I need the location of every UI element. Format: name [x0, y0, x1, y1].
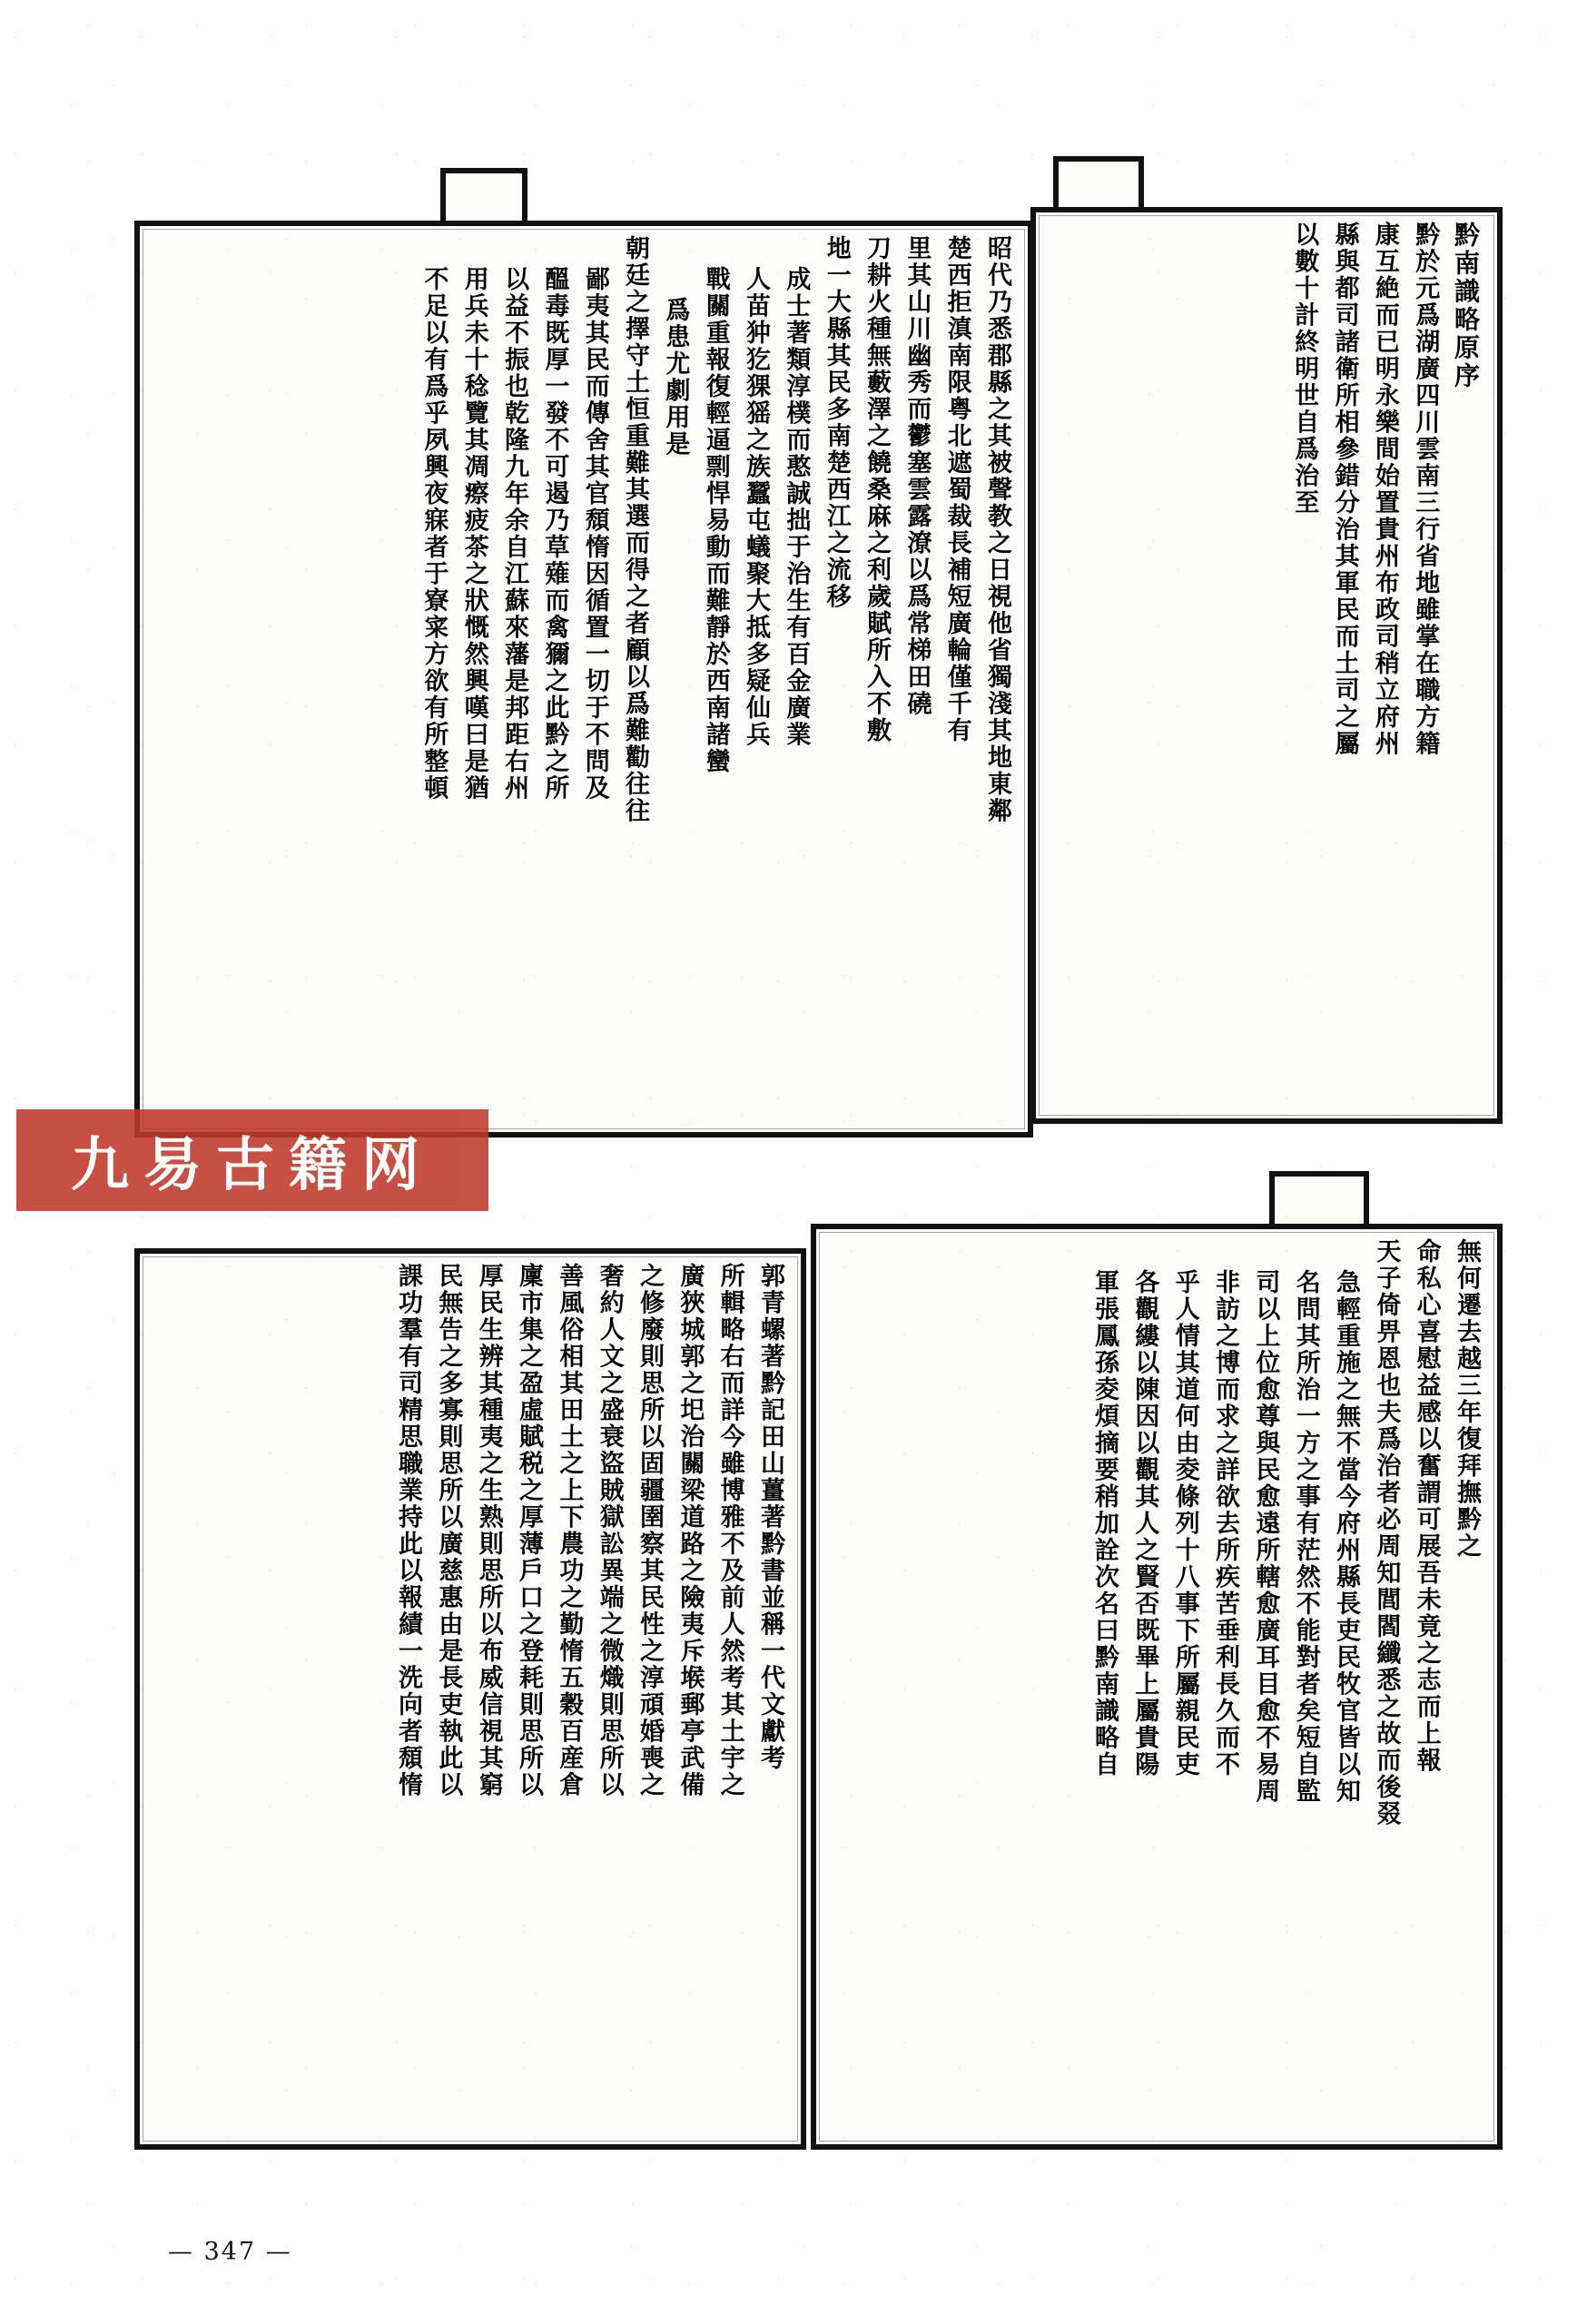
column-text: 命私心喜慰益感以奮謂可展吾未竟之志而上報 [1412, 1238, 1441, 1774]
column-text: 地一大縣其民多南楚西江之流移 [822, 235, 851, 610]
page-number: — 347 — [168, 2238, 292, 2266]
column-text: 天子倚畀恩也夫爲治者必周知閭閻纖悉之故而後叕 [1372, 1238, 1401, 1827]
column-text: 戰關重報復輕逼剽悍易動而難靜於西南諸蠻 [701, 266, 730, 775]
block-ear-top-right [1053, 156, 1144, 211]
columns-bottom-left [151, 1263, 790, 2135]
column-text: 乎人情其道何由夌條列十八事下所屬親民吏 [1170, 1269, 1199, 1778]
column-text: 縣與都司諸衛所相參錯分治其軍民而土司之屬 [1330, 222, 1359, 757]
columns-bottom-right [827, 1238, 1486, 2135]
text-block-top-left [134, 221, 1033, 1137]
column-text: 之修廢則思所以固疆圉察其民性之淳頑婚喪之 [636, 1263, 665, 1798]
text-block-bottom-right [811, 1224, 1503, 2150]
column-text: 不足以有爲乎夙興夜寐者于寮寀方欲有所整頓 [419, 266, 448, 802]
column-text: 廣狹城郭之圯治關梁道路之險夷斥堠郵亭武備 [675, 1263, 705, 1798]
column-text: 成士著類淳樸而憨誠拙于治生有百金廣業 [782, 266, 811, 748]
column-text: 楚西拒滇南限粤北遮蜀裁長補短廣輪僅千有 [942, 235, 971, 744]
column-text: 名問其所治一方之事有茫然不能對者矣短自監 [1291, 1269, 1320, 1805]
column-text: 鄙夷其民而傳舍其官頹惰因循置一切于不問及 [580, 266, 609, 802]
column-text: 爲患尤劇用是 [661, 297, 690, 458]
column-text: 厚民生辨其種夷之生熟則思所以布威信視其窮 [474, 1263, 503, 1798]
column-text: 以益不振也乾隆九年余自江蘇來藩是邦距右州 [500, 266, 529, 802]
block-ear-top-left [440, 168, 527, 222]
column-text: 醞毒既厚一發不可遏乃草薙而禽獮之此黔之所 [540, 266, 569, 802]
block-ear-bottom-right [1269, 1171, 1369, 1227]
column-text: 各觀縷以陳因以觀其人之賢否既畢上屬貴陽 [1130, 1269, 1159, 1778]
column-text: 奢約人文之盛衰盜賊獄訟異端之微熾則思所以 [595, 1263, 624, 1798]
text-block-top-right [1030, 207, 1503, 1124]
column-text: 昭代乃悉郡縣之其被聲教之日視他省獨淺其地東鄰 [983, 235, 1011, 824]
column-text: 人苗狆犵猓猺之族蠶屯蟻聚大抵多疑仙兵 [742, 266, 771, 748]
column-text: 廩市集之盈虛賦税之厚薄戶口之登耗則思所以 [515, 1263, 544, 1798]
block-ear-top-right-2 [1053, 156, 1064, 162]
column-text: 非訪之博而求之詳欲去所疾苦垂利長久而不 [1211, 1269, 1240, 1778]
column-text: 司以上位愈尊與民愈遠所轄愈廣耳目愈不易周 [1251, 1269, 1280, 1805]
column-text: 無何遷去越三年復拜撫黔之 [1453, 1238, 1481, 1560]
column-text: 急輕重施之無不當今府州縣長吏民牧官皆以知 [1332, 1269, 1361, 1805]
column-text: 黔於元爲湖廣四川雲南三行省地雖掌在職方籍 [1411, 222, 1440, 757]
text-block-bottom-left [134, 1248, 806, 2150]
column-text: 以數十計終明世自爲治至 [1290, 222, 1319, 517]
column-text: 民無告之多寡則思所以廣慈惠由是長吏執此以 [434, 1263, 463, 1798]
column-text: 用兵未十稔覽其凋瘵疲茶之狀慨然興嘆曰是猶 [459, 266, 488, 802]
columns-top-left [151, 235, 1017, 1123]
column-text: 朝廷之擇守土恒重難其選而得之者顧以爲難勸往往 [621, 235, 650, 824]
column-text: 刀耕火種無藪澤之饒桑麻之利歲賦所入不敷 [862, 235, 892, 744]
column-text: 軍張鳳孫夌煩摘要稍加詮次名曰黔南識略自 [1090, 1269, 1119, 1778]
columns-top-right [1047, 222, 1486, 1109]
column-text: 黔南識略原序 [1451, 222, 1481, 390]
column-text: 里其山川幽秀而鬱塞雲露潦以爲常梯田磽 [902, 235, 932, 717]
column-text: 康互絶而已明永樂間始置貴州布政司稍立府州 [1370, 222, 1399, 757]
column-text: 所輯略右而詳今雖博雅不及前人然考其土宇之 [715, 1263, 744, 1798]
column-text: 課功羣有司精思職業持此以報績一洗向者頹惰 [394, 1263, 423, 1798]
column-text: 善風俗相其田土之上下農功之勤惰五穀百産倉 [555, 1263, 584, 1798]
watermark-stamp: 九易古籍网 [16, 1109, 488, 1211]
column-text: 郭青螺著黔記田山薑著黔書並稱一代文獻考 [756, 1263, 784, 1772]
